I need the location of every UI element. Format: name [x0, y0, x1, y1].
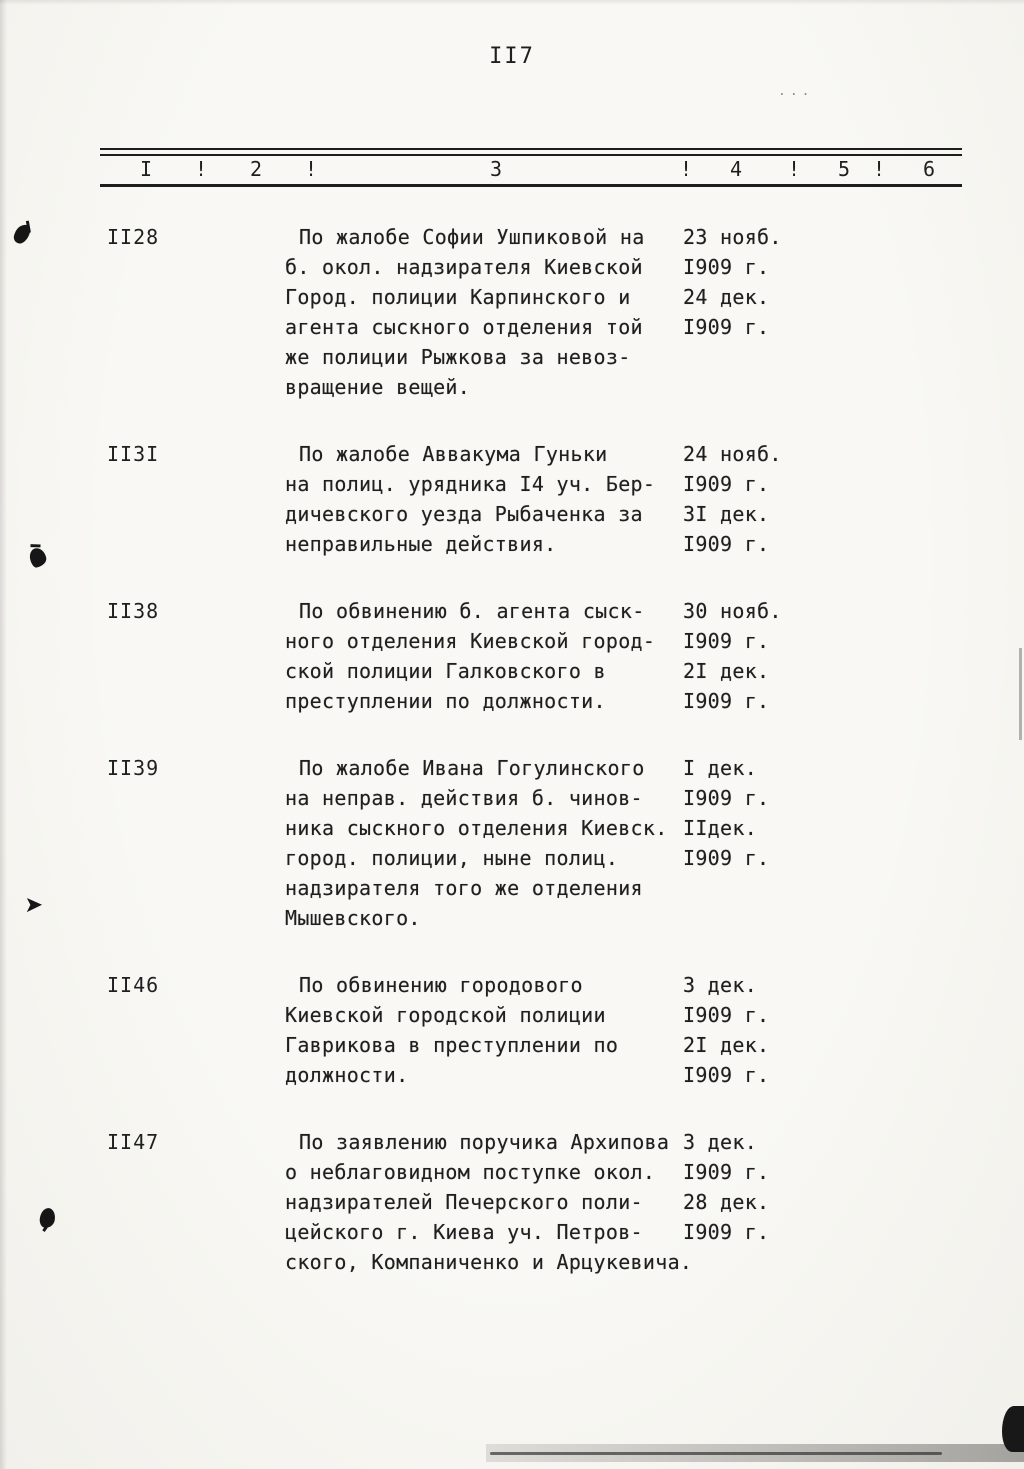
description-line: По жалобе Аввакума Гуньки — [299, 442, 608, 466]
description-line: на полиц. урядника I4 уч. Бер- — [285, 472, 656, 496]
description-cell — [285, 596, 683, 716]
column-separator: ! — [680, 157, 693, 181]
column-header: 4 — [730, 157, 743, 181]
date-line: IIдек. — [683, 816, 758, 840]
date-line: 28 дек. — [683, 1190, 770, 1214]
description-line: По жалобе Софии Ушпиковой на — [299, 225, 645, 249]
dates-cell — [683, 596, 985, 716]
ink-mark — [25, 895, 43, 914]
date-line: I909 г. — [683, 255, 770, 279]
case-number: II39 — [107, 756, 160, 780]
column-separator: ! — [788, 157, 801, 181]
date-line: 3I дек. — [683, 502, 770, 526]
description-line: агента сыскного отделения той — [285, 315, 643, 339]
date-line: I909 г. — [683, 629, 770, 653]
description-line: надзирателей Печерского поли- — [285, 1190, 643, 1214]
description-line: ного отделения Киевской город- — [285, 629, 656, 653]
date-line: I909 г. — [683, 472, 770, 496]
description-line: ского, Компаниченко и Арцукевича. — [285, 1250, 693, 1274]
description-line: По жалобе Ивана Гогулинского — [299, 756, 645, 780]
ink-mark — [12, 222, 32, 246]
date-line: 30 нояб. — [683, 599, 782, 623]
date-line: 24 нояб. — [683, 442, 782, 466]
date-line: 24 дек. — [683, 285, 770, 309]
column-header: 6 — [923, 157, 936, 181]
description-line: ской полиции Галковского в — [285, 659, 606, 683]
case-number: II28 — [107, 225, 160, 249]
description-line: о неблаговидном поступке окол. — [285, 1160, 656, 1184]
table-row — [105, 1127, 985, 1277]
scan-edge-shading-left — [0, 0, 7, 1469]
date-line: I909 г. — [683, 1220, 770, 1244]
dates-cell — [683, 439, 985, 559]
description-line: По обвинению городового — [299, 973, 583, 997]
dates-cell — [683, 753, 985, 933]
table-row — [105, 970, 985, 1090]
table-rule-top-lower — [100, 154, 962, 156]
description-line: дичевского уезда Рыбаченка за — [285, 502, 643, 526]
table-rule-under-header — [100, 184, 962, 187]
column-header: 3 — [490, 157, 503, 181]
description-line: б. окол. надзирателя Киевской — [285, 255, 643, 279]
date-line: 23 нояб. — [683, 225, 782, 249]
date-line: I909 г. — [683, 1003, 770, 1027]
scan-artifact-bottom-line — [490, 1452, 942, 1455]
description-line: город. полиции, ныне полиц. — [285, 846, 619, 870]
description-cell — [285, 439, 683, 559]
case-number: II38 — [107, 599, 160, 623]
description-line: Киевской городской полиции — [285, 1003, 606, 1027]
scan-artifact-right-edge-line — [1019, 648, 1022, 740]
date-line: 3 дек. — [683, 973, 758, 997]
scan-dots-artifact: ... — [778, 84, 814, 99]
ink-mark — [38, 1207, 56, 1229]
description-line: По обвинению б. агента сыск- — [299, 599, 645, 623]
ink-mark — [28, 547, 48, 569]
date-line: I дек. — [683, 756, 758, 780]
column-separator: ! — [873, 157, 886, 181]
description-line: преступлении по должности. — [285, 689, 606, 713]
date-line: I909 г. — [683, 689, 770, 713]
date-line: I909 г. — [683, 786, 770, 810]
column-header: 2 — [250, 157, 263, 181]
table-row — [105, 753, 985, 933]
date-line: I909 г. — [683, 1063, 770, 1087]
description-line: Гаврикова в преступлении по — [285, 1033, 619, 1057]
description-line: вращение вещей. — [285, 375, 471, 399]
description-line: По заявлению поручика Архипова — [299, 1130, 670, 1154]
dates-cell — [683, 1127, 985, 1277]
inventory-entries — [105, 222, 985, 1314]
description-line: Мышевского. — [285, 906, 421, 930]
description-line: должности. — [285, 1063, 409, 1087]
table-row — [105, 222, 985, 402]
date-line: I909 г. — [683, 315, 770, 339]
dates-cell — [683, 222, 985, 402]
scan-edge-shading-top — [0, 0, 1024, 5]
case-number: II46 — [107, 973, 160, 997]
case-number: II47 — [107, 1130, 160, 1154]
date-line: I909 г. — [683, 846, 770, 870]
description-cell — [285, 1127, 693, 1277]
page-number: II7 — [489, 44, 535, 69]
description-line: надзирателя того же отделения — [285, 876, 643, 900]
column-separator: ! — [195, 157, 208, 181]
scan-artifact-corner-blob — [1002, 1406, 1024, 1452]
description-line: ника сыскного отделения Киевск. — [285, 816, 668, 840]
table-row — [105, 596, 985, 716]
description-line: же полиции Рыжкова за невоз- — [285, 345, 631, 369]
column-separator: ! — [305, 157, 318, 181]
description-line: на неправ. действия б. чинов- — [285, 786, 643, 810]
date-line: 2I дек. — [683, 659, 770, 683]
date-line: I909 г. — [683, 532, 770, 556]
table-row — [105, 439, 985, 559]
table-header-row — [100, 157, 962, 185]
description-cell — [285, 222, 683, 402]
description-line: неправильные действия. — [285, 532, 557, 556]
description-line: цейского г. Киева уч. Петров- — [285, 1220, 643, 1244]
case-number: II3I — [107, 442, 160, 466]
description-cell — [285, 753, 683, 933]
description-line: Город. полиции Карпинского и — [285, 285, 631, 309]
column-header: 5 — [838, 157, 851, 181]
date-line: I909 г. — [683, 1160, 770, 1184]
column-header: I — [140, 157, 153, 181]
date-line: 3 дек. — [683, 1130, 758, 1154]
dates-cell — [683, 970, 985, 1090]
description-cell — [285, 970, 683, 1090]
table-rule-top-upper — [100, 148, 962, 150]
date-line: 2I дек. — [683, 1033, 770, 1057]
